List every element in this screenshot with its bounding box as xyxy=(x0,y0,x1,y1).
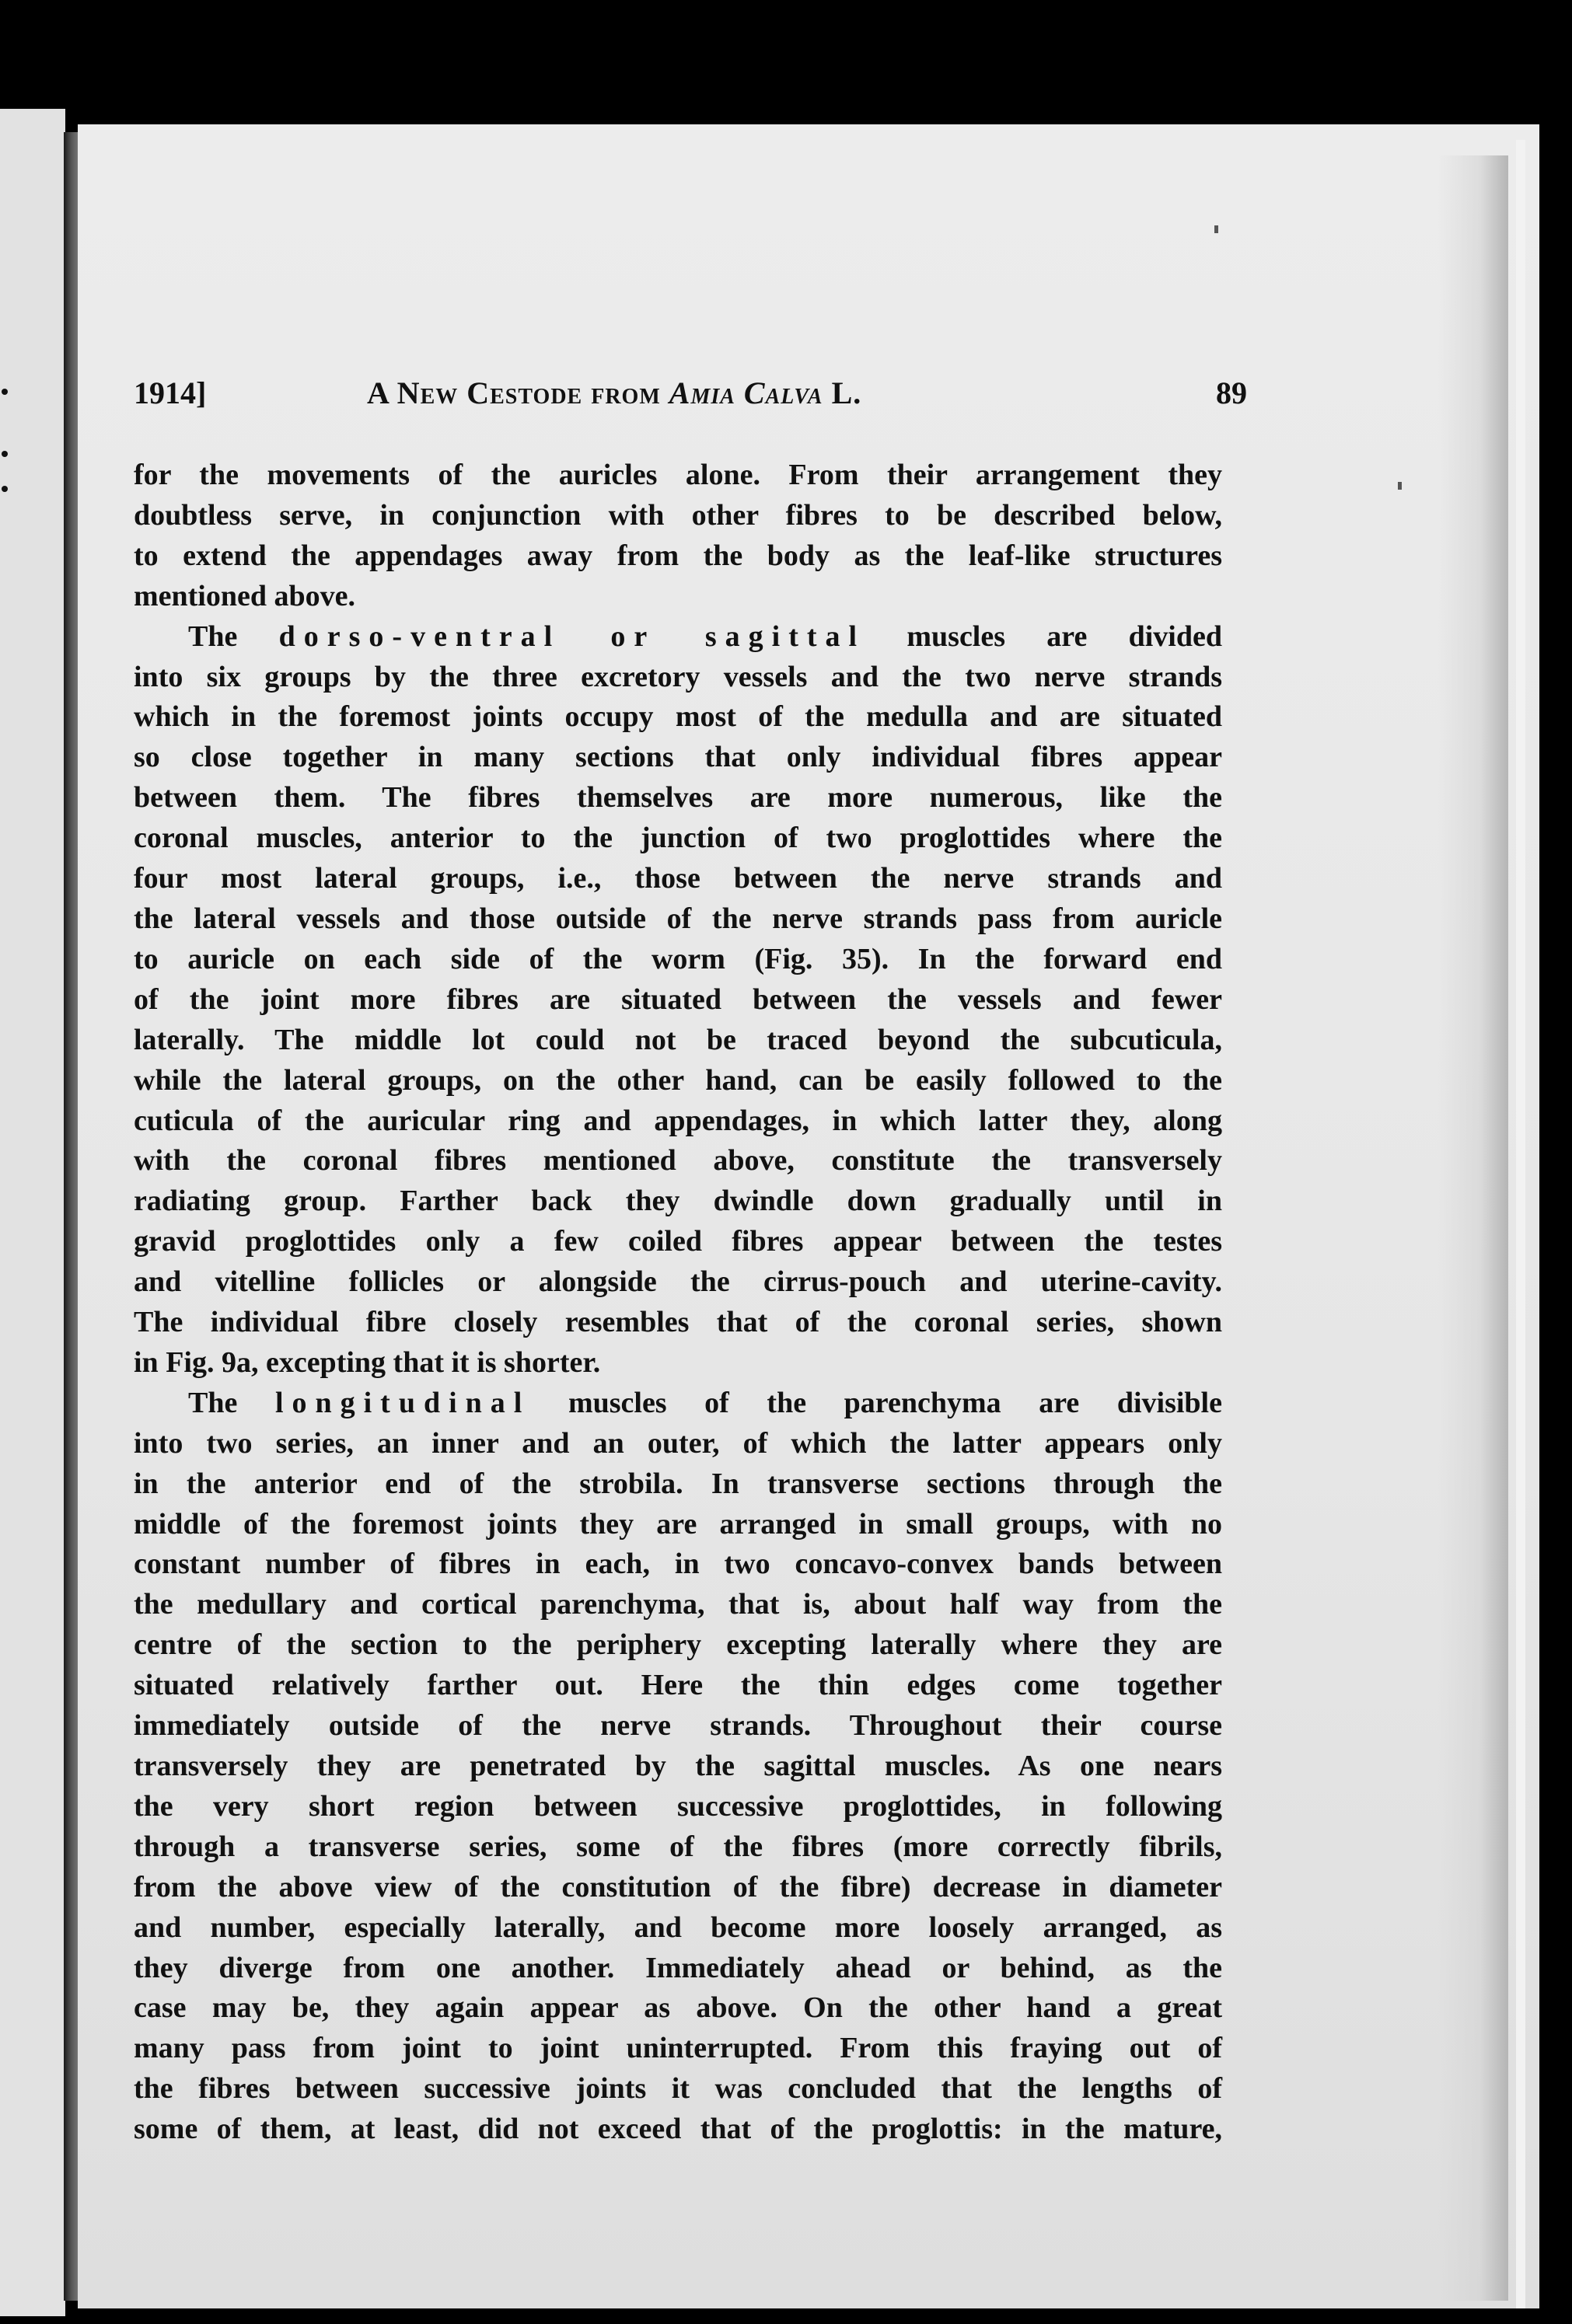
running-header xyxy=(134,375,1247,421)
text-run: The xyxy=(188,1386,275,1419)
adjacent-page-sliver xyxy=(0,109,65,2316)
text-line: centre of the section to the periphery excepting laterally where they are xyxy=(134,1628,1222,1662)
text-run: muscles of the parenchyma are divisible xyxy=(530,1386,1222,1419)
edge-mark xyxy=(2,389,8,395)
text-line: The individual fibre closely resembles that of the coronal series, shown xyxy=(134,1306,1222,1339)
edge-mark xyxy=(2,451,8,457)
edge-mark xyxy=(2,486,8,492)
text-line: and number, especially laterally, and become more loosely arranged, as xyxy=(134,1910,1222,1944)
text-line: four most lateral groups, i.e., those between the nerve strands and xyxy=(134,862,1222,895)
text-line: doubtless serve, in conjunction with other fibres to be described below, xyxy=(134,498,1222,532)
text-run: muscles are divided xyxy=(865,619,1222,653)
spaced-term: longitudinal xyxy=(274,1386,531,1419)
text-line: the lateral vessels and those outside of the nerve strands pass from auricle xyxy=(134,902,1222,935)
text-line: they diverge from one another. Immediately ahead or behind, as the xyxy=(134,1951,1222,1984)
text-line: mentioned above. xyxy=(134,579,355,612)
text-line: immediately outside of the nerve strands. Throughout their course xyxy=(134,1709,1222,1743)
text-line: so close together in many sections that only individual fibres appear xyxy=(134,741,1222,774)
text-line: into six groups by the three excretory vessels and the two nerve strands xyxy=(134,660,1222,693)
text-line: to auricle on each side of the worm (Fig. 35). In the forward end xyxy=(134,942,1222,975)
text-line: to extend the appendages away from the body as the leaf-like structures xyxy=(134,539,1222,572)
text-line: while the lateral groups, on the other hand, can be easily followed to the xyxy=(134,1063,1222,1097)
text-line xyxy=(134,1384,1222,1424)
text-line: of the joint more fibres are situated between the vessels and fewer xyxy=(134,982,1222,1016)
spaced-term: dorso-ventral or sagittal xyxy=(278,619,866,653)
text-line xyxy=(134,617,1222,658)
page-edge xyxy=(1516,140,1525,2308)
text-line: situated relatively farther out. Here the thin edges come together xyxy=(134,1669,1222,1702)
text-line: coronal muscles, anterior to the junction of two proglottides where the xyxy=(134,822,1222,855)
text-line: constant number of fibres in each, in two concavo-convex bands between xyxy=(134,1548,1222,1581)
text-line: cuticula of the auricular ring and appendages, in which latter they, along xyxy=(134,1104,1222,1137)
header-title-text: A New Cestode from xyxy=(367,375,669,410)
text-line: in Fig. 9a, excepting that it is shorter. xyxy=(134,1345,601,1379)
text-line: laterally. The middle lot could not be traced beyond the subcuticula, xyxy=(134,1023,1222,1056)
text-line: the medullary and cortical parenchyma, that is, about half way from the xyxy=(134,1588,1222,1621)
header-title xyxy=(367,375,1067,411)
text-line: from the above view of the constitution of the fibre) decrease in diameter xyxy=(134,1870,1222,1904)
text-line: with the coronal fibres mentioned above, constitute the transversely xyxy=(134,1144,1222,1178)
text-line: middle of the foremost joints they are arranged in small groups, with no xyxy=(134,1507,1222,1541)
text-line: into two series, an inner and an outer, of which the latter appears only xyxy=(134,1426,1222,1460)
text-run: The xyxy=(188,619,279,653)
text-line: for the movements of the auricles alone. From their arrangement they xyxy=(134,459,1222,491)
scan-speck xyxy=(1214,225,1218,233)
text-line: some of them, at least, did not exceed that of the proglottis: in the mature, xyxy=(134,2113,1222,2146)
text-line: many pass from joint to joint uninterrupted. From this fraying out of xyxy=(134,2032,1222,2065)
text-line: through a transverse series, some of the fibres (more correctly fibrils, xyxy=(134,1830,1222,1863)
page-shadow xyxy=(1438,155,1508,2301)
header-title-suffix: L. xyxy=(823,375,862,410)
text-line: gravid proglottides only a few coiled fibres appear between the testes xyxy=(134,1225,1222,1258)
header-title-italic: Amia Calva xyxy=(669,375,823,410)
text-line: radiating group. Farther back they dwindle down gradually until in xyxy=(134,1185,1222,1218)
text-line: transversely they are penetrated by the sagittal muscles. As one nears xyxy=(134,1750,1222,1782)
text-line: the very short region between successive proglottides, in following xyxy=(134,1789,1222,1823)
text-line: and vitelline follicles or alongside the cirrus-pouch and uterine-cavity. xyxy=(134,1265,1222,1299)
body-text xyxy=(134,455,1222,2150)
text-line: in the anterior end of the strobila. In transverse sections through the xyxy=(134,1467,1222,1500)
text-line: which in the foremost joints occupy most of the medulla and are situated xyxy=(134,700,1222,734)
page-number: 89 xyxy=(1216,375,1247,410)
header-year: 1914] xyxy=(134,375,207,410)
text-line: between them. The fibres themselves are more numerous, like the xyxy=(134,781,1222,815)
text-line: case may be, they again appear as above. On the other hand a great xyxy=(134,1991,1222,2025)
scan-speck xyxy=(1398,482,1402,490)
text-line: the fibres between successive joints it was concluded that the lengths of xyxy=(134,2072,1222,2106)
